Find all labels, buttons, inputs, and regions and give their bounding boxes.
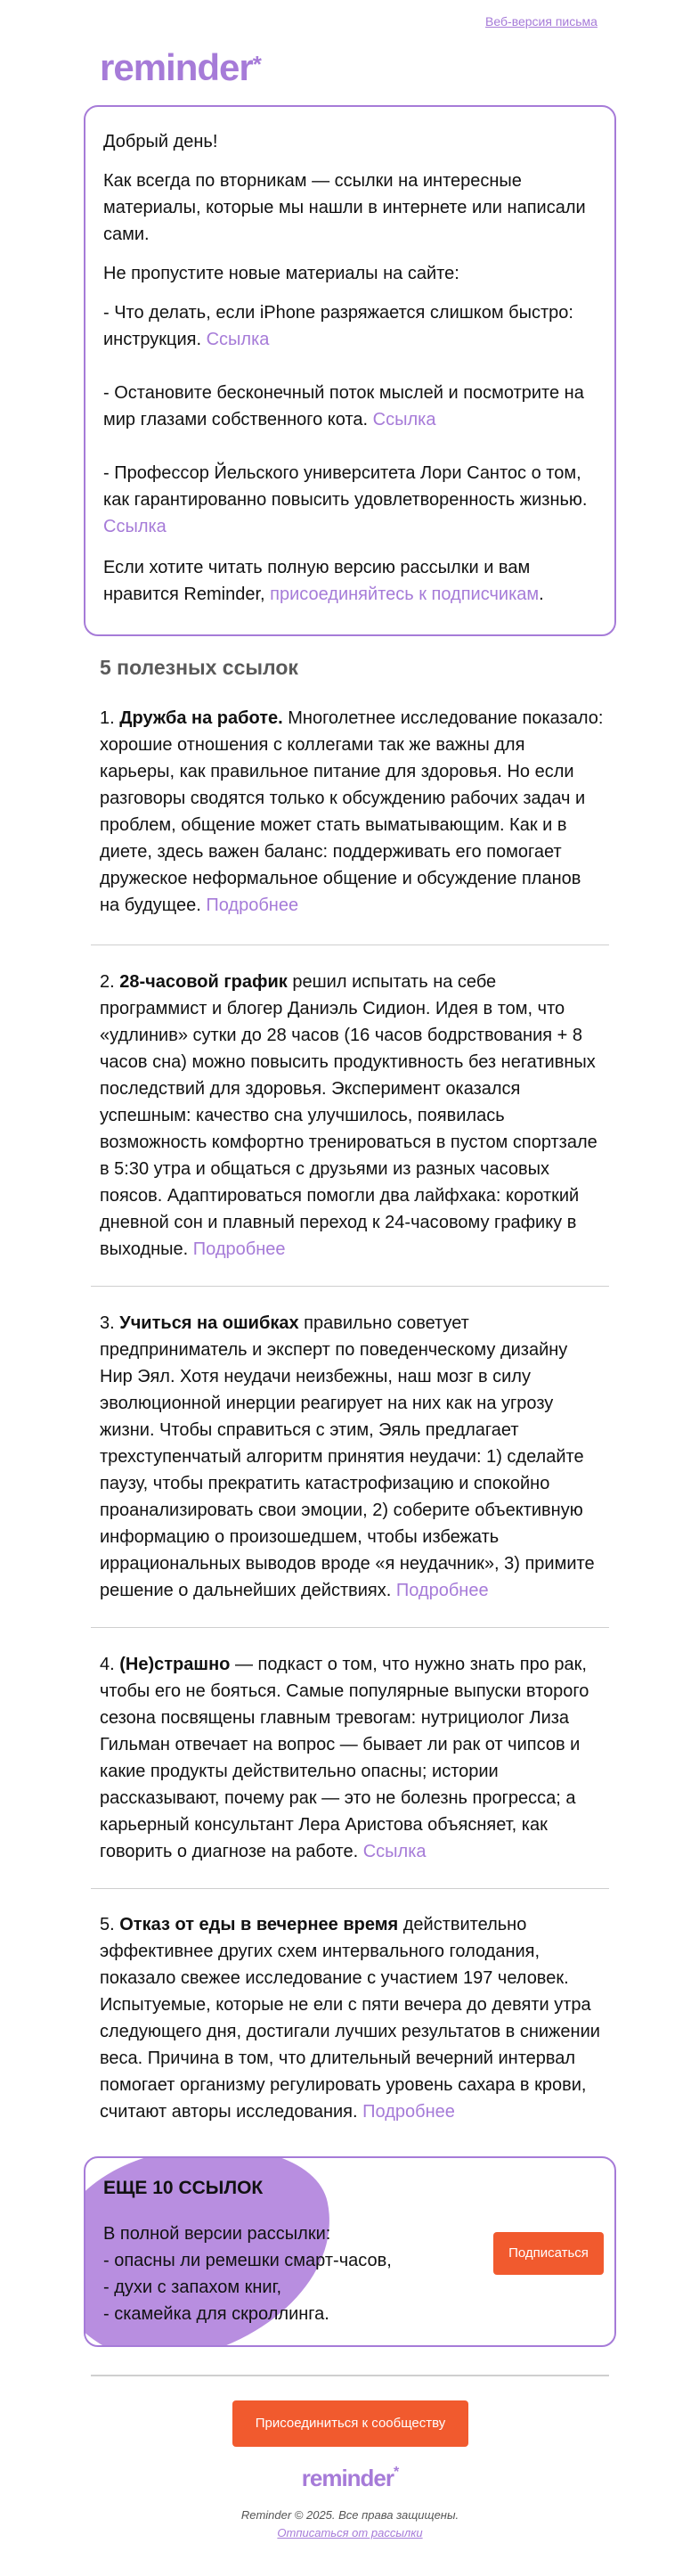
unsubscribe-link[interactable]: Отписаться от рассылки xyxy=(277,2526,423,2539)
greeting: Добрый день! xyxy=(103,132,218,151)
footer-logo-star: * xyxy=(394,2465,399,2480)
intro-item-link[interactable]: Ссылка xyxy=(372,410,436,429)
intro-item-text: - Остановите бесконечный поток мыслей и посмотрите на мир глазами собственного кота. xyxy=(103,383,584,429)
intro-box xyxy=(84,105,616,636)
more-link[interactable]: Подробнее xyxy=(362,2102,455,2122)
item-number: 3. xyxy=(100,1313,115,1333)
podcast-link[interactable]: Ссылка xyxy=(362,1842,427,1861)
item-title: 28-часовой график xyxy=(119,972,288,992)
intro-item-link[interactable]: Ссылка xyxy=(206,330,270,349)
item-title: Учиться на ошибках xyxy=(119,1313,299,1333)
item-number: 2. xyxy=(100,972,115,992)
join-subscribers-link[interactable]: присоединяйтесь к подписчикам xyxy=(270,585,540,604)
join-community-button[interactable]: Присоединиться к сообществу xyxy=(232,2400,468,2447)
intro-closing-text: Если хотите читать полную версию рассылки и вам нравится Reminder, xyxy=(103,558,531,604)
footer-divider xyxy=(91,2375,609,2376)
item-title: Дружба на работе. xyxy=(119,708,283,728)
intro-item-link[interactable]: Ссылка xyxy=(103,517,167,536)
divider xyxy=(91,1627,609,1628)
item-text: — подкаст о том, что нужно знать про рак, чтобы его не бояться. Самые популярные выпуски второго сезона посвящены главным тревогам: нутрициолог Лиза Гильман отвечает на вопрос — бывает ли рак от чипсов и какие продукты действительно опасны; истории рассказывают, почему рак — это не болезнь прогресса; а карьерный консультант Лера Аристова объясняет, как говорить о диагнозе на работе. xyxy=(100,1655,589,1861)
divider xyxy=(91,1888,609,1889)
item-number: 4. xyxy=(100,1655,115,1674)
intro-subheading: Не пропустите новые материалы на сайте: xyxy=(103,264,459,283)
link-item-4 xyxy=(100,1651,604,1865)
intro-lead: Как всегда по вторникам — ссылки на интересные материалы, которые мы нашли в интернете или написали сами. xyxy=(103,171,586,244)
logo xyxy=(100,46,261,89)
intro-item xyxy=(103,460,597,540)
promo-line: - опасны ли ремешки смарт-часов, xyxy=(103,2251,392,2270)
item-number: 5. xyxy=(100,1915,115,1934)
item-text: Многолетнее исследование показало: хорошие отношения с коллегами так же важны для карьеры, как правильное питание для здоровья. Но если разговоры сводятся только к обсуждению рабочих задач и проблем, общение может стать выматывающим. Как и в диете, здесь важен баланс: поддерживать его помогает дружеское неформальное общение и обсуждение планов на будущее. xyxy=(100,708,604,915)
intro-closing xyxy=(103,554,597,608)
logo-star: * xyxy=(252,51,261,78)
intro-item xyxy=(103,299,597,353)
subscribe-button[interactable]: Подписаться xyxy=(493,2232,604,2275)
link-item-3 xyxy=(100,1310,604,1604)
link-item-1 xyxy=(100,705,604,919)
more-link[interactable]: Подробнее xyxy=(395,1581,489,1600)
item-number: 1. xyxy=(100,708,115,728)
copyright: Reminder © 2025. Все права защищены. xyxy=(240,2508,459,2522)
promo-line: - духи с запахом книг, xyxy=(103,2278,281,2297)
web-version-link[interactable]: Веб-версия письма xyxy=(485,14,597,29)
section-title: 5 полезных ссылок xyxy=(100,656,298,679)
more-link[interactable]: Подробнее xyxy=(192,1239,286,1259)
more-link[interactable]: Подробнее xyxy=(206,895,299,915)
item-text: действительно эффективнее других схем интервального голодания, показало свежее исследование с участием 197 человек. Испытуемые, которые не ели с пяти вечера до девяти утра следующего дня, достигали лучших результатов в снижении веса. Причина в том, что длительный вечерний интервал помогает организму регулировать уровень сахара в крови, считают авторы исследования. xyxy=(100,1915,600,2122)
promo-title: ЕЩЕ 10 ССЫЛОК xyxy=(103,2178,264,2198)
logo-text: reminder xyxy=(100,46,253,88)
footer-logo xyxy=(297,2465,402,2492)
intro-item-text: - Что делать, если iPhone разряжается слишком быстро: инструкция. xyxy=(103,303,573,349)
item-title: Отказ от еды в вечернее время xyxy=(119,1915,399,1934)
intro-item xyxy=(103,380,597,433)
link-item-2 xyxy=(100,969,604,1263)
item-text: решил испытать на себе программист и блогер Даниэль Сидион. Идея в том, что «удлинив» сутки до 28 часов (16 часов бодрствования + 8 часов сна) можно повысить продуктивность без негативных последствий для здоровья. Эксперимент оказался успешным: качество сна улучшилось, появилась возможность комфортно тренироваться в пустом спортзале в 5:30 утра и общаться с друзьями из разных часовых поясов. Адаптироваться помогли два лайфхака: короткий дневной сон и плавный переход к 24-часовому графику в выходные. xyxy=(100,972,597,1259)
promo-line: В полной версии рассылки: xyxy=(103,2224,331,2244)
item-text: правильно советует предприниматель и эксперт по поведенческому дизайну Нир Эял. Хотя неудачи неизбежны, наш мозг в силу эволюционной инерции реагирует на них как на угрозу жизни. Чтобы справиться с этим, Эяль предлагает трехступенчатый алгоритм принятия неудачи: 1) сделайте паузу, чтобы прекратить катастрофизацию и спокойно проанализировать свои эмоции, 2) соберите объективную информацию о произошедшем, чтобы избежать иррациональных выводов вроде «я неудачник», 3) примите решение о дальнейших действиях. xyxy=(100,1313,595,1600)
item-title: (Не)страшно xyxy=(119,1655,231,1674)
link-item-5 xyxy=(100,1911,604,2125)
divider xyxy=(91,1286,609,1287)
footer-logo-text: reminder xyxy=(301,2465,394,2491)
intro-closing-end: . xyxy=(539,585,544,604)
promo-list xyxy=(103,2220,392,2327)
intro-item-text: - Профессор Йельского университета Лори Сантос о том, как гарантированно повысить удовлетворенность жизнью. xyxy=(103,463,588,510)
promo-line: - скамейка для скроллинга. xyxy=(103,2304,329,2324)
